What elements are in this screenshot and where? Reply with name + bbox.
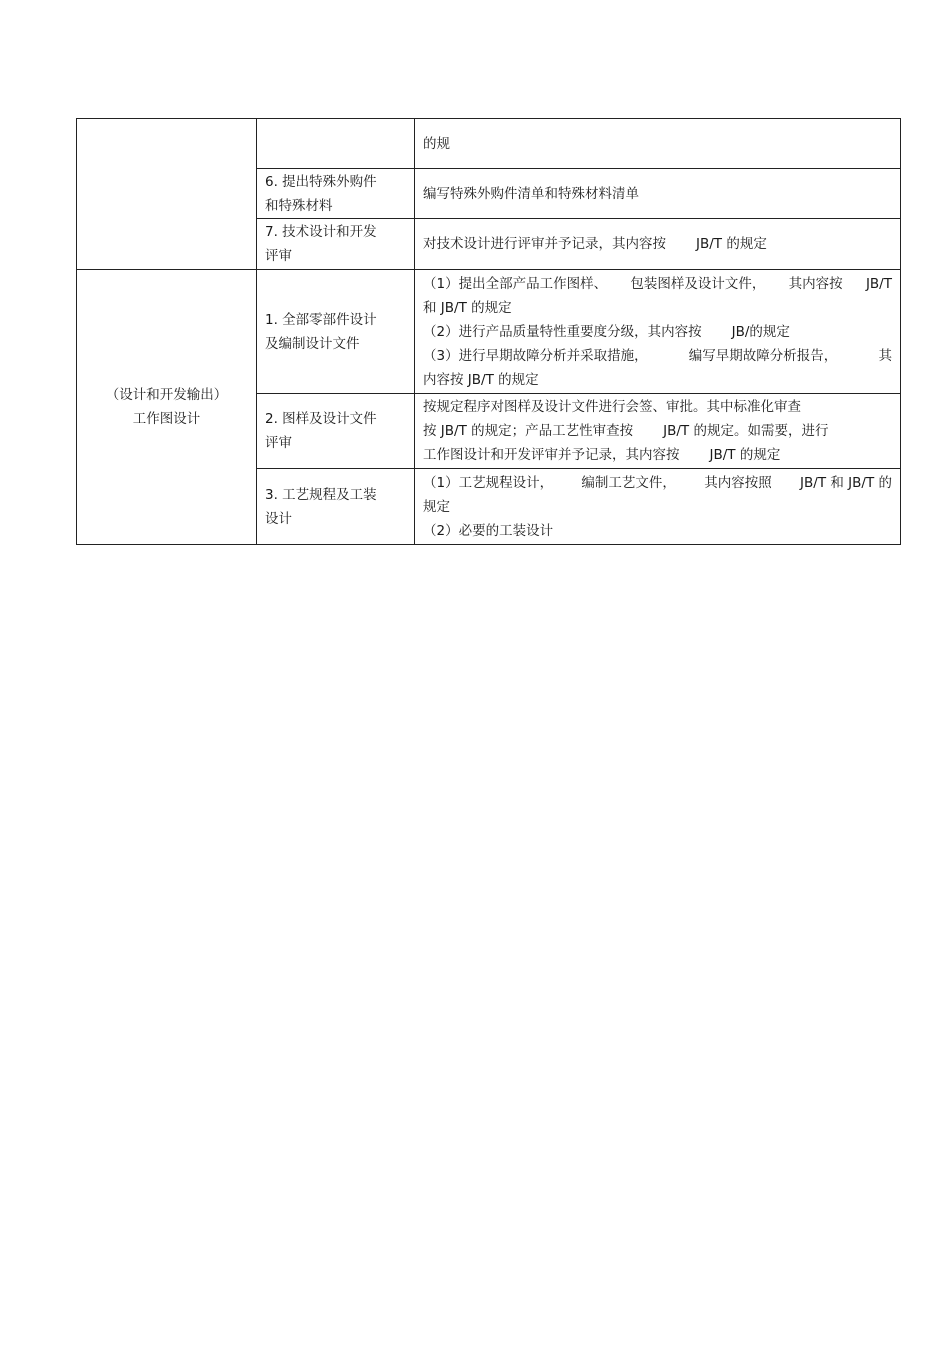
item-title: 评审 — [265, 435, 292, 451]
item-title: 评审 — [265, 248, 292, 264]
item-cell-empty — [257, 119, 415, 169]
phase-cell — [77, 270, 257, 545]
content-cell — [415, 119, 901, 169]
phase-subtitle: 工作图设计 — [132, 411, 201, 427]
item-cell — [257, 394, 415, 469]
content-text: 对技术设计进行评审并予记录，其内容按 JB/T 的规定 — [423, 236, 767, 252]
content-line: （2）进行产品质量特性重要度分级，其内容按 JB/的规定 — [423, 323, 790, 340]
item-title: 6. 提出特殊外购件 — [265, 173, 377, 190]
item-cell — [257, 169, 415, 219]
content-line: （1）提出全部产品工作图样、 包装图样及设计文件， 其内容按 JB/T — [423, 275, 892, 292]
content-text: 编写特殊外购件清单和特殊材料清单 — [423, 185, 639, 202]
content-cell — [415, 219, 901, 270]
item-cell — [257, 270, 415, 394]
content-line: （3）进行早期故障分析并采取措施， 编写早期故障分析报告， 其 — [423, 347, 892, 364]
content-line: 按规定程序对图样及设计文件进行会签、审批。其中标准化审查 — [423, 399, 801, 415]
content-cell — [415, 394, 901, 469]
content-line: 内容按 JB/T 的规定 — [423, 371, 539, 388]
content-line: 规定 — [423, 498, 450, 515]
content-line: 和 JB/T 的规定 — [423, 299, 512, 316]
phase-cell-empty — [77, 119, 257, 270]
phase-title: （设计和开发输出） — [105, 387, 228, 403]
content-line: 工作图设计和开发评审并予记录，其内容按 JB/T 的规定 — [423, 447, 781, 463]
item-title: 1. 全部零部件设计 — [265, 311, 377, 328]
item-title: 及编制设计文件 — [265, 335, 360, 352]
item-title: 2. 图样及设计文件 — [265, 411, 377, 427]
content-cell — [415, 169, 901, 219]
content-text: 的规 — [423, 135, 450, 152]
design-process-table — [76, 118, 901, 545]
content-line: （2）必要的工装设计 — [423, 522, 554, 539]
content-line: 按 JB/T 的规定；产品工艺性审查按 JB/T 的规定。如需要，进行 — [423, 423, 829, 439]
content-line: （1）工艺规程设计， 编制工艺文件， 其内容按照 JB/T 和 JB/T 的 — [423, 474, 892, 491]
content-cell — [415, 270, 901, 394]
content-cell — [415, 469, 901, 545]
item-title: 设计 — [265, 510, 292, 527]
table-row — [77, 270, 901, 394]
item-cell — [257, 219, 415, 270]
item-title: 和特殊材料 — [265, 197, 333, 214]
table-row — [77, 119, 901, 169]
item-title: 7. 技术设计和开发 — [265, 224, 377, 240]
item-title: 3. 工艺规程及工装 — [265, 486, 377, 503]
item-cell — [257, 469, 415, 545]
